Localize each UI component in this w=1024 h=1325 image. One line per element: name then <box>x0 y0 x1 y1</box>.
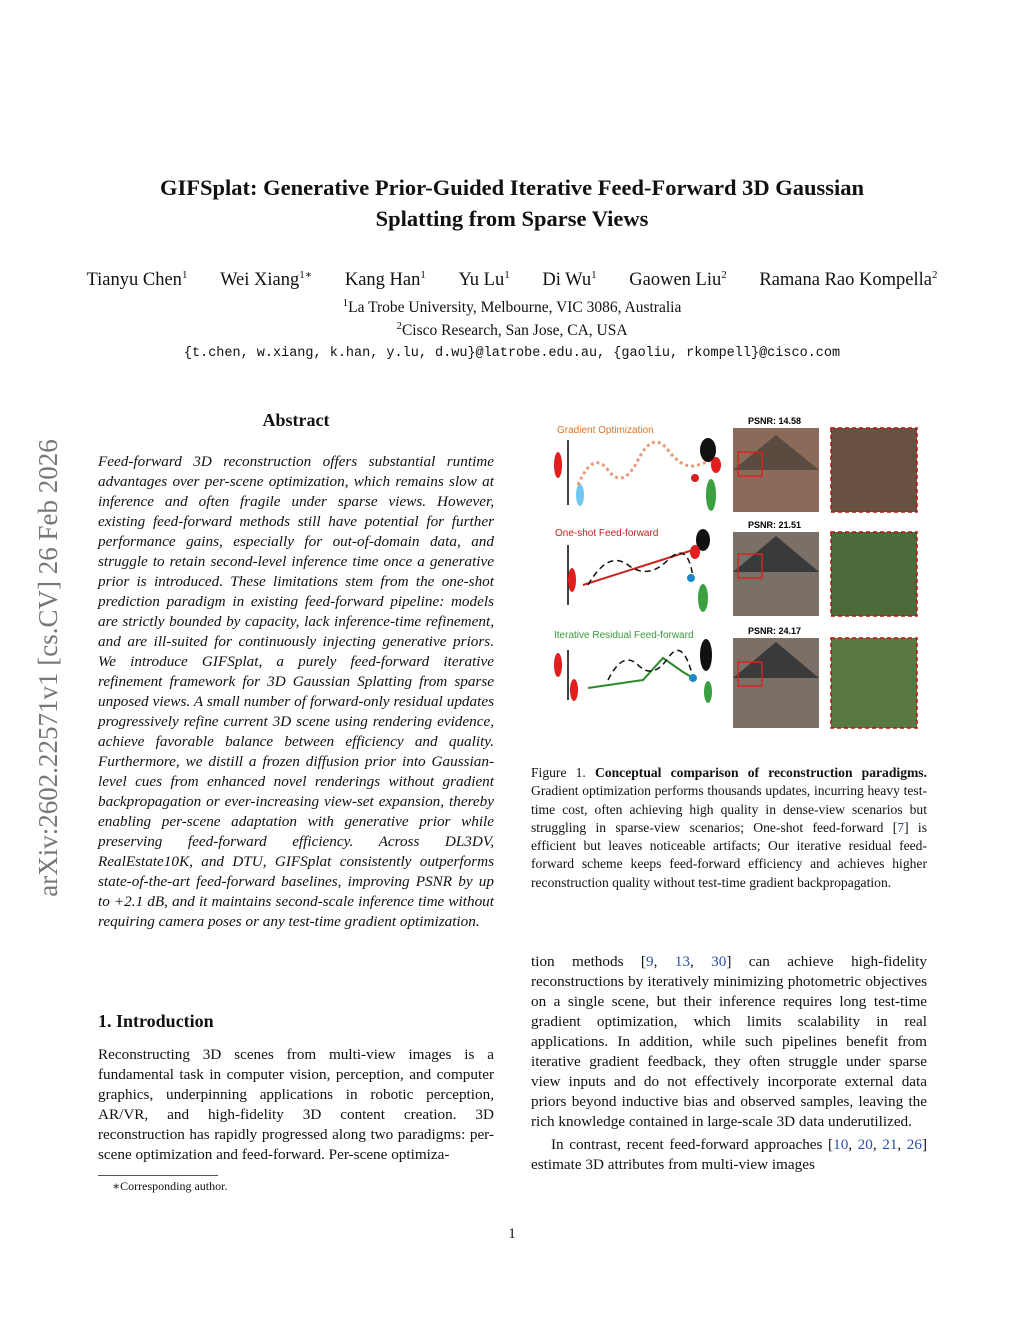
gaussian-blue <box>576 484 584 506</box>
author-sup: 1 <box>420 269 426 281</box>
author <box>220 270 312 290</box>
author <box>459 270 510 290</box>
citation-link[interactable]: 13 <box>674 953 690 970</box>
footnote-rule <box>98 1175 218 1176</box>
text: , <box>653 953 675 970</box>
figure-1-graphic <box>548 410 928 750</box>
gaussian-green <box>704 681 712 703</box>
author-name: Di Wu <box>542 270 592 291</box>
author-name: Tianyu Chen <box>86 270 182 291</box>
gaussian-green <box>698 584 708 612</box>
author-sup: 1 <box>181 269 188 281</box>
zoom-crop-2 <box>831 532 917 616</box>
author <box>87 270 188 290</box>
abstract-text: Feed-forward 3D reconstruction offers substantial runtime advantages over per-scene optimization, which remains slow at inference and often fragile under sparse views. However, existing feed-forward methods still have potential for further performance gains, especially for out-of-domain data, and struggle to retain second-level inference time once a generative prior is introduced. These limitations stem from the one-shot prediction paradigm in existing feed-forward pipeline: models are strictly bounded by capacity, lack inference-time refinement, and are ill-suited for continuously injecting generative priors. We introduce GIFSplat, a purely feed-forward iterative refinement framework for 3D Gaussian Splatting from sparse unposed views. A small number of forward-only residual updates progressively refine current 3D scene using rendering evidence, achieve favorable balance between efficiency and quality. Furthermore, we distill a frozen diffusion prior into Gaussian-level cues from enhanced novel renderings without gradient backpropagation or ever-increasing view-set expansion, thereby enabling per-scene adaptation with generative prior while preserving feed-forward efficiency. Across DL3DV, RealEstate10K, and DTU, GIFSplat consistently outperforms state-of-the-art feed-forward baselines, improving PSNR by up to +2.1 dB, and it maintains second-scale inference time without requiring camera poses or any test-time gradient optimization. <box>98 453 494 930</box>
gt-path <box>608 650 693 680</box>
target-point <box>689 674 697 682</box>
author-list <box>0 268 1024 291</box>
gaussian-red <box>711 457 721 473</box>
affiliation-sup: 1 <box>342 297 349 309</box>
right-column-text <box>531 952 927 1175</box>
citation-link[interactable]: 30 <box>711 953 727 970</box>
gaussian-red <box>554 452 562 478</box>
zoom-crop-1 <box>831 428 917 512</box>
gaussian-red <box>554 653 562 677</box>
author-sup: 1 <box>591 269 597 281</box>
author-sup: 1 <box>504 269 510 281</box>
author-name: Wei Xiang <box>220 270 300 291</box>
target-point <box>687 574 695 582</box>
caption-prefix: Figure 1. <box>531 765 586 780</box>
caption-text: Gradient optimization performs thousands updates, incurring heavy test-time cost, often achieving high quality in dense-view scenarios but struggling in sparse-view scenarios; One-shot feed-forward [ <box>531 783 927 835</box>
psnr-label-1: PSNR: 14.58 <box>748 416 802 426</box>
affiliation-2 <box>0 320 1024 340</box>
text: , <box>848 1136 858 1153</box>
paragraph <box>531 1135 927 1175</box>
zoom-crop-3 <box>831 638 917 728</box>
title-line-2: Splatting from Sparse Views <box>375 206 649 231</box>
author-name: Yu Lu <box>458 270 505 291</box>
title-line-1: GIFSplat: Generative Prior-Guided Iterative Feed-Forward 3D Gaussian <box>159 175 865 200</box>
gaussian-green <box>706 479 716 511</box>
author-name: Gaowen Liu <box>629 270 722 291</box>
text: , <box>689 953 712 970</box>
figure-1 <box>548 410 928 750</box>
author-emails: {t.chen, w.xiang, k.han, y.lu, d.wu}@latrobe.edu.au, {gaoliu, rkompell}@cisco.com <box>183 346 841 361</box>
label-oneshot-feedforward: One-shot Feed-forward <box>555 528 659 539</box>
citation-link[interactable]: 10 <box>833 1136 849 1153</box>
paper-title <box>0 172 1024 234</box>
text: , <box>872 1136 883 1153</box>
iterative-path <box>588 658 693 688</box>
citation-link[interactable]: 7 <box>897 819 905 835</box>
label-gradient-optimization: Gradient Optimization <box>557 425 654 436</box>
text: In contrast, recent feed-forward approaches [ <box>551 1136 834 1153</box>
gaussian-red <box>568 568 576 592</box>
affiliation-text: La Trobe University, Melbourne, VIC 3086, Australia <box>348 299 682 317</box>
citation-link[interactable]: 9 <box>645 953 654 970</box>
abstract-heading: Abstract <box>262 410 330 430</box>
gt-path <box>588 553 693 585</box>
figure-1-caption <box>531 764 927 892</box>
text: , <box>897 1136 907 1153</box>
page-number: 1 <box>508 1226 516 1242</box>
author <box>759 270 937 290</box>
gaussian-red <box>570 679 578 701</box>
gaussian-red <box>690 545 700 559</box>
gaussian-black <box>700 639 712 671</box>
intro-heading: 1. Introduction <box>98 1011 214 1031</box>
affiliation-sup: 2 <box>396 320 402 332</box>
citation-link[interactable]: 26 <box>906 1136 922 1153</box>
psnr-label-3: PSNR: 24.17 <box>748 626 802 636</box>
footnote: ∗Corresponding author. <box>112 1179 228 1193</box>
oneshot-path <box>583 550 693 585</box>
target-point <box>691 474 699 482</box>
paragraph <box>531 952 927 1132</box>
arxiv-identifier: arXiv:2602.22571v1 [cs.CV] 26 Feb 2026 <box>33 439 63 897</box>
affiliation-1 <box>0 297 1024 317</box>
author <box>345 270 426 290</box>
citation-link[interactable]: 21 <box>882 1136 898 1153</box>
author-name: Ramana Rao Kompella <box>759 270 932 291</box>
text: tion methods [ <box>531 953 646 970</box>
author <box>542 270 596 290</box>
label-iterative-residual: Iterative Residual Feed-forward <box>554 630 694 641</box>
author <box>629 270 726 290</box>
text: ] estimate 3D attributes from multi-view images <box>531 1136 928 1173</box>
author-sup: 2 <box>721 269 727 281</box>
author-sup: 2 <box>931 269 938 281</box>
intro-text: Reconstructing 3D scenes from multi-view images is a fundamental task in computer vision, perception, and computer graphics, underpinning applications in robotic perception, AR/VR, and high-fidelity 3D content creation. 3D reconstruction has rapidly progressed along two paradigms: per-scene optimization and feed-forward. Per-scene optimiza- <box>98 1046 494 1163</box>
author-name: Kang Han <box>344 270 421 291</box>
caption-text: ] is efficient but leaves noticeable artifacts; Our iterative residual feed-forward scheme keeps feed-forward efficiency and achieves higher reconstruction quality without test-time gradient backpropagation. <box>531 819 927 890</box>
affiliation-text: Cisco Research, San Jose, CA, USA <box>401 322 628 340</box>
text: ] can achieve high-fidelity reconstructions by iteratively minimizing photometric objectives on a single scene, but their inference requires long test-time gradient optimization, which limits scalability in real applications. In addition, while such pipelines benefit from iterative gradient feedback, they often struggle under sparse view inputs and do not effectively incorporate external data priors beyond inductive bias and observed samples, leaving the rich knowledge contained in large-scale 3D data underutilized. <box>531 953 927 1130</box>
author-sup: 1∗ <box>299 269 313 281</box>
caption-bold: Conceptual comparison of reconstruction paradigms. <box>595 765 927 780</box>
psnr-label-2: PSNR: 21.51 <box>748 520 802 530</box>
citation-link[interactable]: 20 <box>857 1136 873 1153</box>
